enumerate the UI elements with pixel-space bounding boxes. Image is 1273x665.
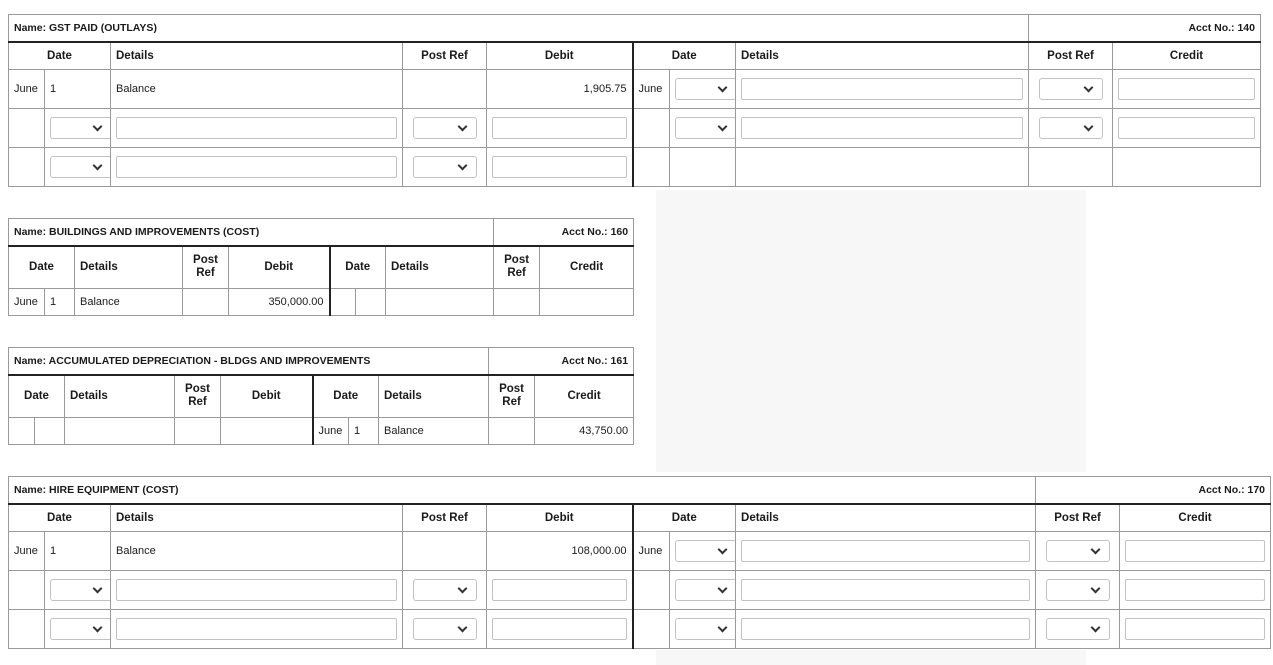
debit-amount: 350,000.00 bbox=[229, 289, 330, 316]
credit-date-dropdown[interactable] bbox=[675, 579, 736, 601]
debit-details-header: Details bbox=[111, 504, 403, 532]
account-name: Name: HIRE EQUIPMENT (COST) bbox=[9, 477, 633, 504]
credit-amount-input[interactable] bbox=[1125, 618, 1265, 640]
credit-date-header: Date bbox=[633, 42, 736, 70]
debit-post-ref-header: Post Ref bbox=[183, 246, 229, 289]
date-month: June bbox=[9, 289, 45, 316]
debit-post-ref-header: Post Ref bbox=[403, 42, 487, 70]
debit-post-ref-dropdown[interactable] bbox=[413, 156, 477, 178]
credit-details-input[interactable] bbox=[741, 618, 1030, 640]
credit-date-dropdown[interactable] bbox=[675, 117, 736, 139]
credit-post-ref-header: Post Ref bbox=[489, 375, 535, 418]
account-number: Acct No.: 160 bbox=[494, 219, 634, 246]
post-ref-cell bbox=[403, 532, 487, 571]
credit-details-header: Details bbox=[736, 42, 1029, 70]
debit-header: Debit bbox=[487, 42, 633, 70]
credit-date-header: Date bbox=[633, 504, 736, 532]
account-number: Acct No.: 170 bbox=[1036, 477, 1271, 504]
debit-date-dropdown[interactable] bbox=[50, 156, 111, 178]
credit-date-header: Date bbox=[330, 246, 386, 289]
details-cell: Balance bbox=[379, 418, 489, 445]
credit-post-ref-dropdown[interactable] bbox=[1039, 117, 1103, 139]
debit-date-header: Date bbox=[9, 504, 111, 532]
debit-details-input[interactable] bbox=[116, 618, 397, 640]
credit-details-input[interactable] bbox=[741, 78, 1023, 100]
date-day: 1 bbox=[45, 289, 75, 316]
debit-header: Debit bbox=[221, 375, 313, 418]
debit-amount-input[interactable] bbox=[492, 579, 627, 601]
post-ref-cell bbox=[403, 70, 487, 109]
credit-post-ref-header: Post Ref bbox=[494, 246, 540, 289]
credit-amount-input[interactable] bbox=[1118, 78, 1255, 100]
credit-details-input[interactable] bbox=[741, 540, 1030, 562]
debit-date-dropdown[interactable] bbox=[50, 618, 111, 640]
date-month: June bbox=[9, 70, 45, 109]
account-name: Name: ACCUMULATED DEPRECIATION - BLDGS AND IMPROVEMENTS bbox=[9, 348, 489, 375]
credit-post-ref-dropdown[interactable] bbox=[1046, 618, 1110, 640]
debit-date-header: Date bbox=[9, 246, 75, 289]
credit-post-ref-dropdown[interactable] bbox=[1046, 540, 1110, 562]
credit-post-ref-header: Post Ref bbox=[1036, 504, 1120, 532]
debit-post-ref-header: Post Ref bbox=[175, 375, 221, 418]
credit-post-ref-header: Post Ref bbox=[1029, 42, 1113, 70]
debit-post-ref-header: Post Ref bbox=[403, 504, 487, 532]
debit-details-input[interactable] bbox=[116, 156, 397, 178]
debit-details-header: Details bbox=[65, 375, 175, 418]
date-month: June bbox=[313, 418, 349, 445]
details-cell: Balance bbox=[75, 289, 183, 316]
credit-amount-input[interactable] bbox=[1125, 579, 1265, 601]
credit-amount: 43,750.00 bbox=[535, 418, 634, 445]
debit-amount: 108,000.00 bbox=[487, 532, 633, 571]
debit-header: Debit bbox=[229, 246, 330, 289]
credit-amount-input[interactable] bbox=[1125, 540, 1265, 562]
credit-details-header: Details bbox=[379, 375, 489, 418]
date-month: June bbox=[9, 532, 45, 571]
credit-date-month: June bbox=[633, 532, 670, 571]
background-panel-top bbox=[656, 190, 1086, 472]
debit-post-ref-dropdown[interactable] bbox=[413, 117, 477, 139]
debit-date-header: Date bbox=[9, 375, 65, 418]
credit-date-dropdown[interactable] bbox=[675, 618, 736, 640]
credit-details-header: Details bbox=[736, 504, 1036, 532]
debit-amount-input[interactable] bbox=[492, 156, 627, 178]
debit-details-input[interactable] bbox=[116, 117, 397, 139]
credit-header: Credit bbox=[1113, 42, 1261, 70]
credit-post-ref-dropdown[interactable] bbox=[1046, 579, 1110, 601]
credit-amount-input[interactable] bbox=[1118, 117, 1255, 139]
credit-header: Credit bbox=[1120, 504, 1271, 532]
debit-date-header: Date bbox=[9, 42, 111, 70]
account-number: Acct No.: 140 bbox=[1029, 15, 1261, 42]
debit-amount-input[interactable] bbox=[492, 117, 627, 139]
background-panel-bottom bbox=[656, 650, 1086, 665]
credit-date-month: June bbox=[633, 70, 670, 109]
debit-date-dropdown[interactable] bbox=[50, 579, 111, 601]
details-cell: Balance bbox=[111, 70, 403, 109]
debit-details-header: Details bbox=[75, 246, 183, 289]
account-number: Acct No.: 161 bbox=[489, 348, 634, 375]
credit-date-dropdown[interactable] bbox=[675, 78, 736, 100]
details-cell: Balance bbox=[111, 532, 403, 571]
credit-details-input[interactable] bbox=[741, 117, 1023, 139]
debit-details-input[interactable] bbox=[116, 579, 397, 601]
ledger-hire-equipment bbox=[8, 476, 1270, 649]
date-day: 1 bbox=[45, 70, 111, 109]
ledger-gst-paid bbox=[8, 14, 1260, 187]
credit-details-input[interactable] bbox=[741, 579, 1030, 601]
debit-post-ref-dropdown[interactable] bbox=[413, 618, 477, 640]
date-day: 1 bbox=[45, 532, 111, 571]
ledger-accumulated-depreciation bbox=[8, 347, 633, 445]
credit-details-header: Details bbox=[386, 246, 494, 289]
date-day: 1 bbox=[349, 418, 379, 445]
credit-header: Credit bbox=[535, 375, 634, 418]
debit-header: Debit bbox=[487, 504, 633, 532]
debit-details-header: Details bbox=[111, 42, 403, 70]
ledger-buildings bbox=[8, 218, 633, 316]
credit-date-header: Date bbox=[313, 375, 379, 418]
credit-post-ref-dropdown[interactable] bbox=[1039, 78, 1103, 100]
account-name: Name: BUILDINGS AND IMPROVEMENTS (COST) bbox=[9, 219, 494, 246]
credit-date-dropdown[interactable] bbox=[675, 540, 736, 562]
account-name: Name: GST PAID (OUTLAYS) bbox=[9, 15, 633, 42]
debit-date-dropdown[interactable] bbox=[50, 117, 111, 139]
debit-amount: 1,905.75 bbox=[487, 70, 633, 109]
debit-amount-input[interactable] bbox=[492, 618, 627, 640]
credit-header: Credit bbox=[540, 246, 634, 289]
debit-post-ref-dropdown[interactable] bbox=[413, 579, 477, 601]
